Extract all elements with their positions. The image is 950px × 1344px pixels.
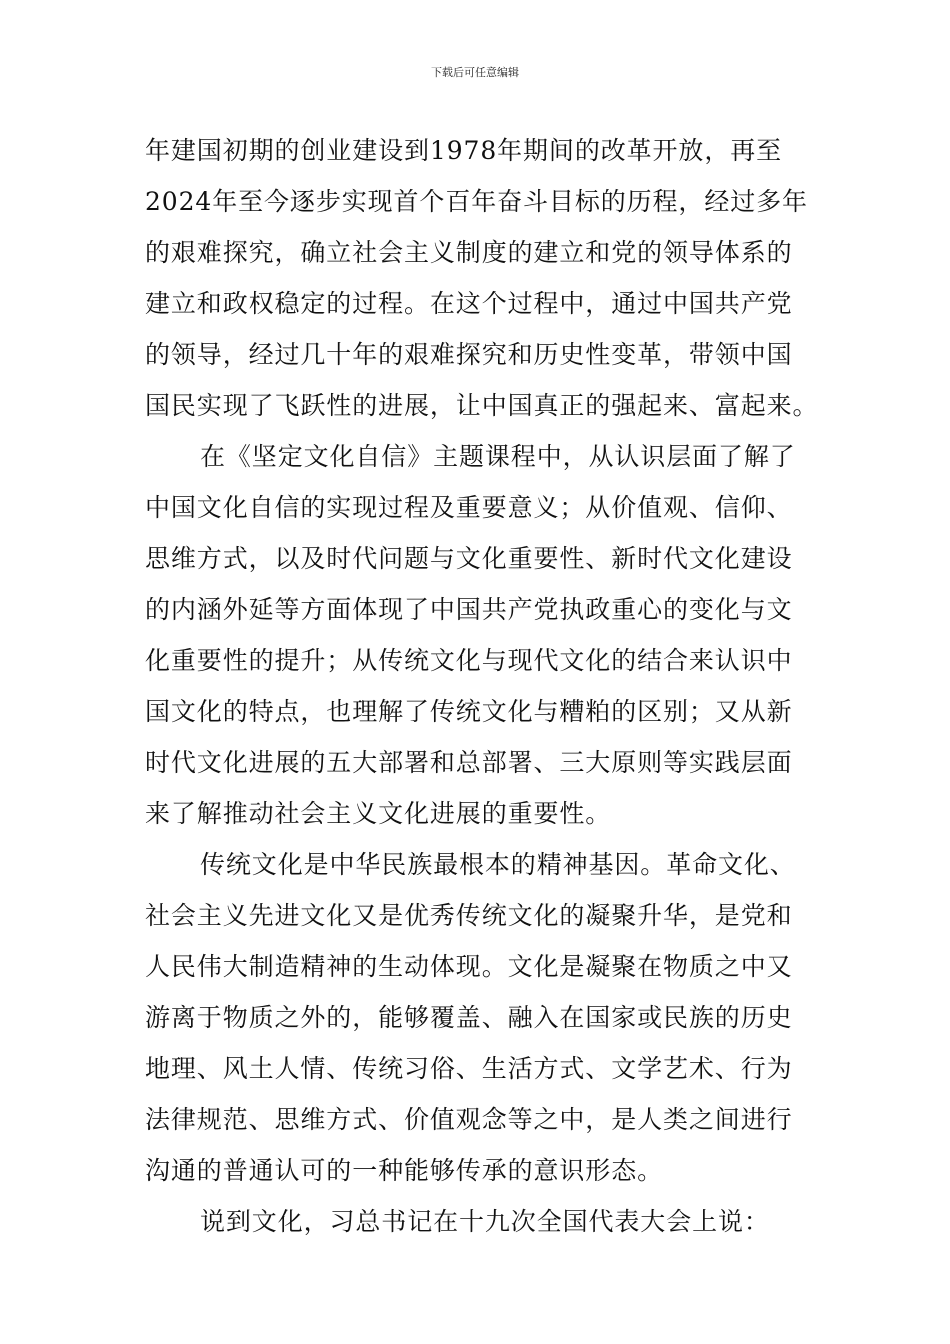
text-line: 2024年至今逐步实现首个百年奋斗目标的历程，经过多年 <box>145 187 808 216</box>
text-line: 人民伟大制造精神的生动体现。文化是凝聚在物质之中又 <box>145 952 793 981</box>
text-line: 地理、风土人情、传统习俗、生活方式、文学艺术、行为 <box>145 1054 793 1083</box>
paragraph-first-line: 传统文化是中华民族最根本的精神基因。革命文化、 <box>200 850 796 879</box>
text-line: 建立和政权稳定的过程。在这个过程中，通过中国共产党 <box>145 289 793 318</box>
text-line: 化重要性的提升；从传统文化与现代文化的结合来认识中 <box>145 646 793 675</box>
text-line: 时代文化进展的五大部署和总部署、三大原则等实践层面 <box>145 748 793 777</box>
text-line: 中国文化自信的实现过程及重要意义；从价值观、信仰、 <box>145 493 793 522</box>
text-line: 来了解推动社会主义文化进展的重要性。 <box>145 799 612 828</box>
document-body <box>145 125 819 1247</box>
text-line: 法律规范、思维方式、价值观念等之中，是人类之间进行 <box>145 1105 793 1134</box>
text-line: 社会主义先进文化又是优秀传统文化的凝聚升华，是党和 <box>145 901 793 930</box>
text-line: 国文化的特点，也理解了传统文化与糟粕的区别；又从新 <box>145 697 793 726</box>
text-line: 的内涵外延等方面体现了中国共产党执政重心的变化与文 <box>145 595 793 624</box>
text-line: 年建国初期的创业建设到1978年期间的改革开放，再至 <box>145 136 783 165</box>
text-line: 的艰难探究，确立社会主义制度的建立和党的领导体系的 <box>145 238 793 267</box>
text-line: 国民实现了飞跃性的进展，让中国真正的强起来、富起来。 <box>145 391 819 420</box>
text-line: 游离于物质之外的，能够覆盖、融入在国家或民族的历史 <box>145 1003 793 1032</box>
text-line: 思维方式，以及时代问题与文化重要性、新时代文化建设 <box>145 544 793 573</box>
text-line: 的领导，经过几十年的艰难探究和历史性变革，带领中国 <box>145 340 793 369</box>
paragraph-first-line: 在《坚定文化自信》主题课程中，从认识层面了解了 <box>200 442 796 471</box>
paragraph-first-line: 说到文化，习总书记在十九次全国代表大会上说： <box>200 1207 770 1236</box>
text-line: 沟通的普通认可的一种能够传承的意识形态。 <box>145 1156 664 1185</box>
page-header: 下载后可任意编辑 <box>431 66 519 79</box>
